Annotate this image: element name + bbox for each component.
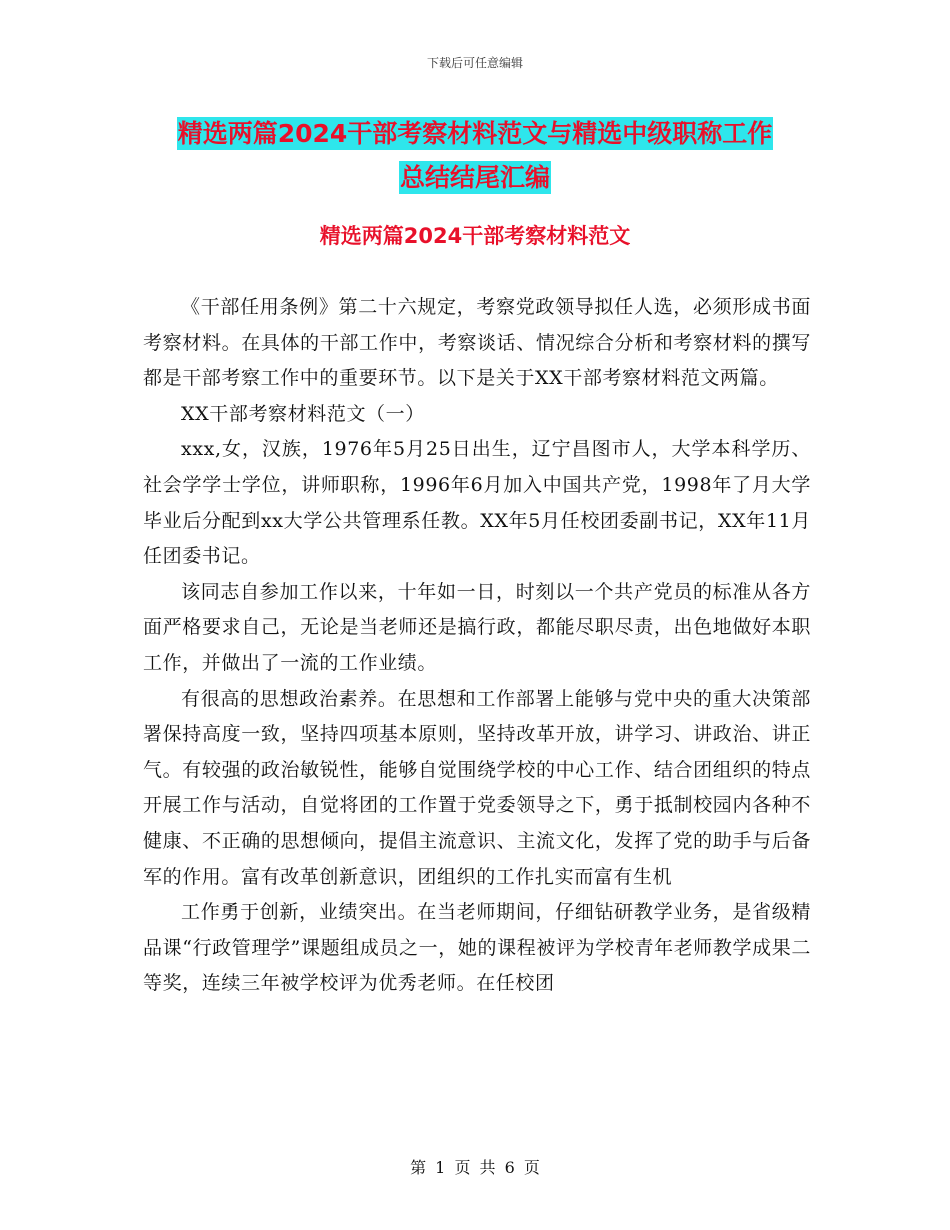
document-title-line-1: 精选两篇2024干部考察材料范文与精选中级职称工作 xyxy=(177,119,773,148)
paragraph: xxx,女，汉族，1976年5月25日出生，辽宁昌图市人，大学本科学历、社会学学士学位，讲师职称，1996年6月加入中国共产党，1998年了月大学毕业后分配到xx大学公共管理系任教。XX年5月任校团委副书记，XX年11月任团委书记。 xyxy=(143,438,811,568)
paragraph: XX干部考察材料范文（一） xyxy=(181,402,425,425)
paragraph: 有很高的思想政治素养。在思想和工作部署上能够与党中央的重大决策部署保持高度一致，坚持四项基本原则，坚持改革开放，讲学习、讲政治、讲正气。有较强的政治敏锐性，能够自觉围绕学校的中心工作、结合团组织的特点开展工作与活动，自觉将团的工作置于党委领导之下，勇于抵制校园内各种不健康、不正确的思想倾向，提倡主流意识、主流文化，发挥了党的助手与后备军的作用。富有改革创新意识，团组织的工作扎实而富有生机 xyxy=(143,687,811,888)
document-body xyxy=(143,290,811,1002)
paragraph: 工作勇于创新，业绩突出。在当老师期间，仔细钻研教学业务，是省级精品课“行政管理学”课题组成员之一，她的课程被评为学校青年老师教学成果二等奖，连续三年被学校评为优秀老师。在任校团 xyxy=(143,901,811,995)
paragraph: 《干部任用条例》第二十六规定，考察党政领导拟任人选，必须形成书面考察材料。在具体的干部工作中，考察谈话、情况综合分析和考察材料的撰写都是干部考察工作中的重要环节。以下是关于XX干部考察材料范文两篇。 xyxy=(143,296,811,390)
document-title xyxy=(0,112,950,200)
paragraph: 该同志自参加工作以来，十年如一日，时刻以一个共产党员的标准从各方面严格要求自己，无论是当老师还是搞行政，都能尽职尽责，出色地做好本职工作，并做出了一流的工作业绩。 xyxy=(143,580,811,674)
section-title: 精选两篇2024干部考察材料范文 xyxy=(319,224,631,248)
document-title-line-2: 总结结尾汇编 xyxy=(399,163,550,192)
page-header: 下载后可任意编辑 xyxy=(426,56,523,70)
page-footer: 第 1 页 共 6 页 xyxy=(410,1158,540,1177)
